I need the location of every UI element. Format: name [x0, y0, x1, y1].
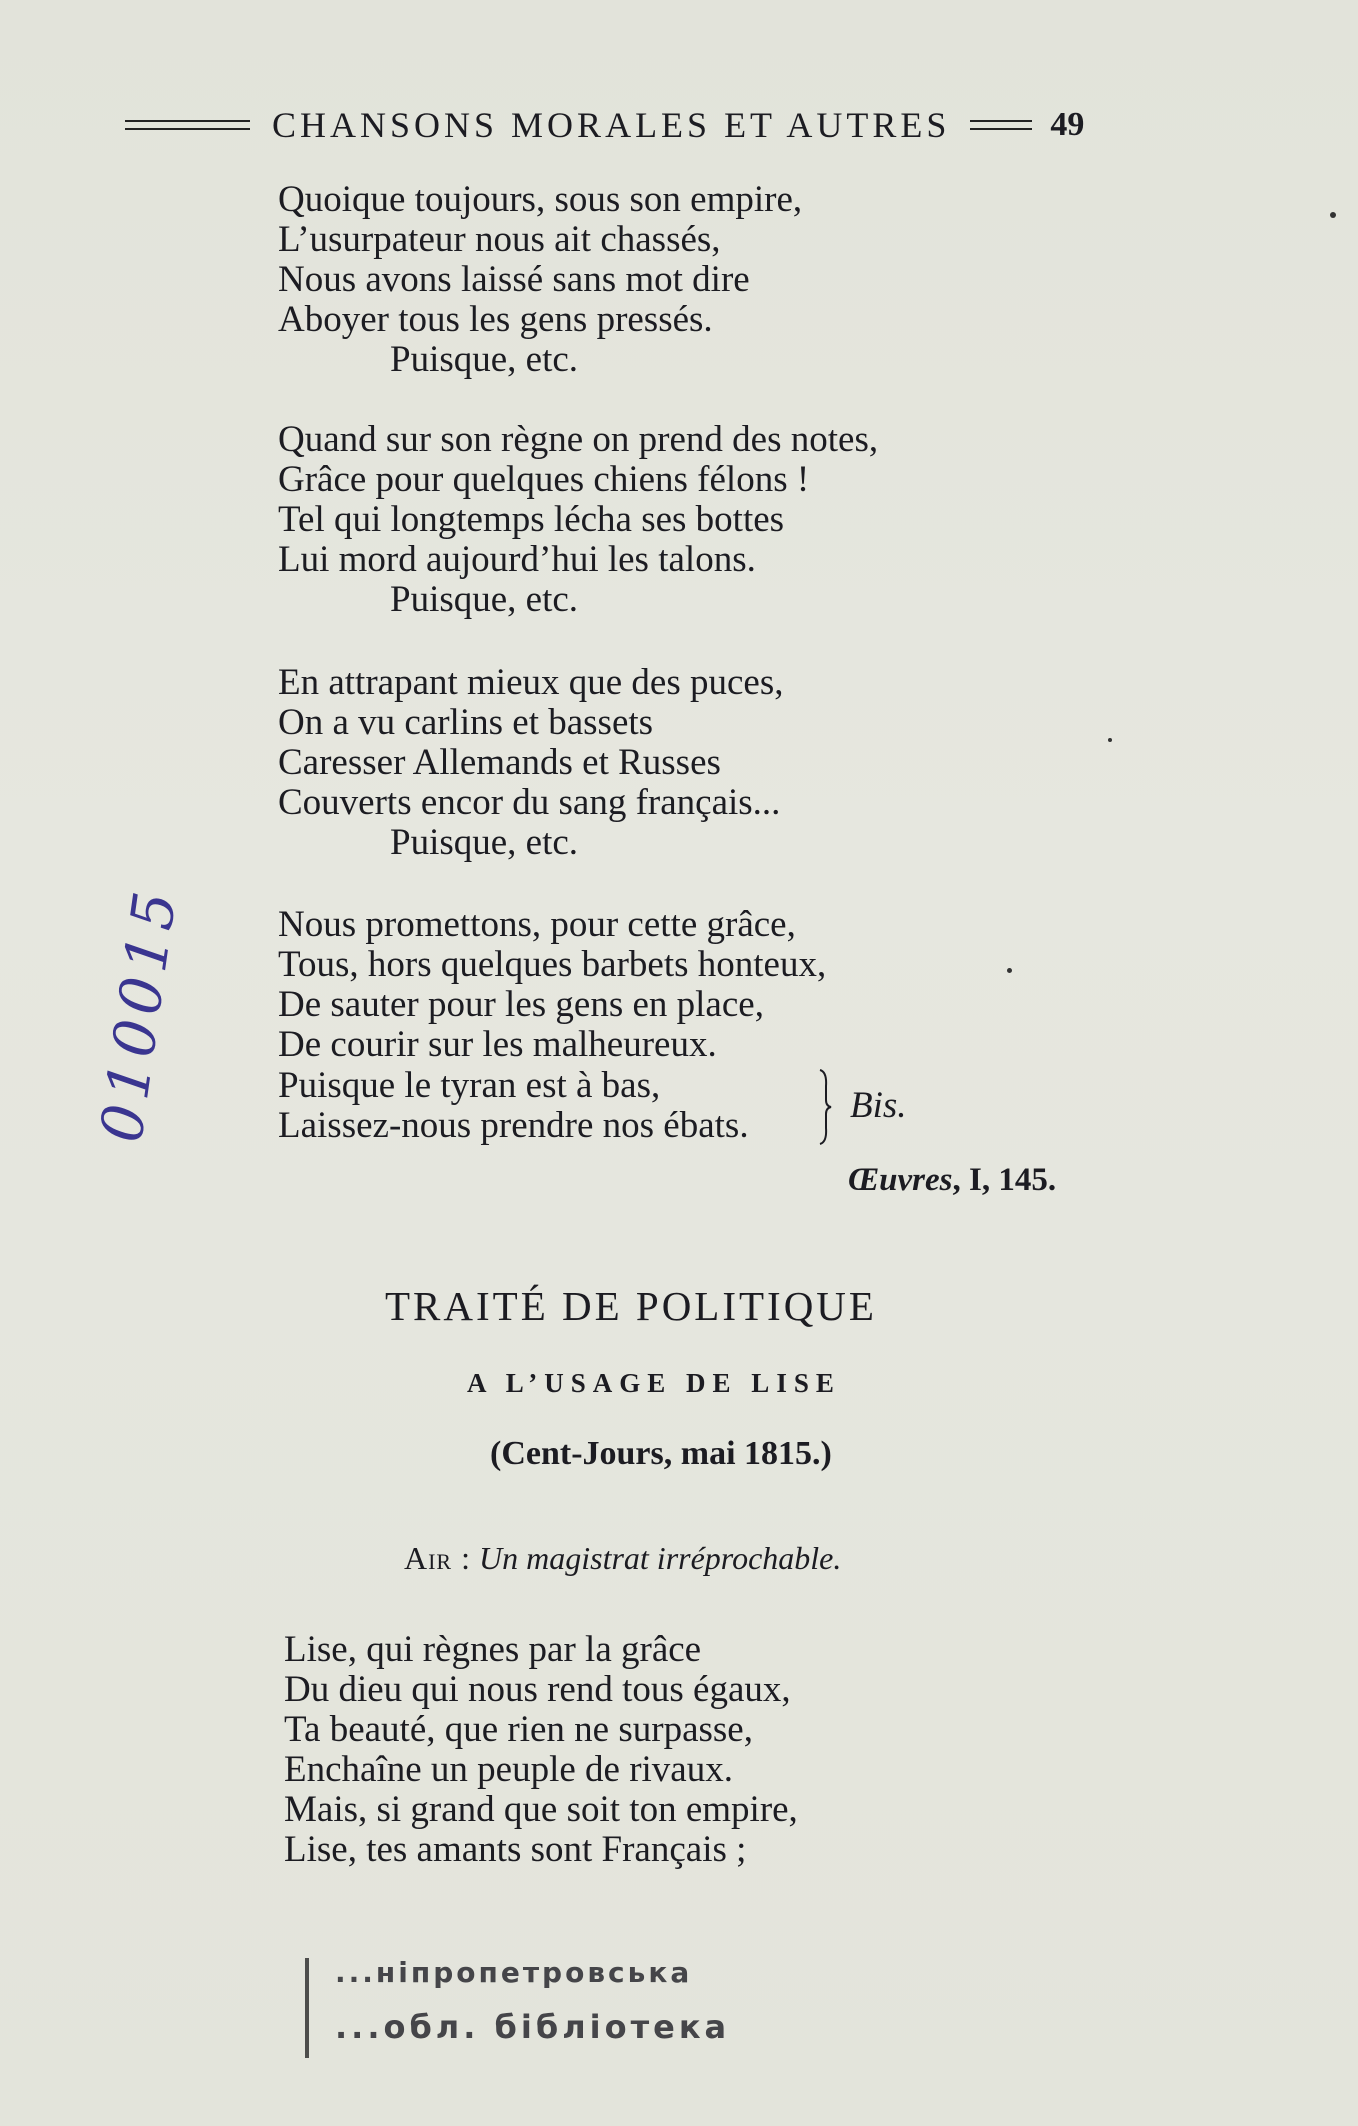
poem-title: TRAITÉ DE POLITIQUE [385, 1283, 877, 1329]
speck [1007, 968, 1012, 973]
handwritten-inventory-number [70, 870, 191, 1170]
library-stamp [305, 1950, 775, 2065]
running-head [125, 100, 1195, 150]
verse-line: Quoique toujours, sous son empire, [278, 179, 803, 220]
verse-line: Du dieu qui nous rend tous égaux, [284, 1669, 791, 1710]
poem-date: (Cent-Jours, mai 1815.) [490, 1435, 832, 1472]
verse-line: Ta beauté, que rien ne surpasse, [284, 1709, 753, 1750]
source-reference [848, 1162, 1056, 1199]
refrain-line: Puisque, etc. [390, 822, 579, 863]
verse-line: Nous promettons, pour cette grâce, [278, 904, 796, 945]
verse-line: De sauter pour les gens en place, [278, 984, 764, 1025]
speck [1330, 212, 1336, 218]
bis-label: Bis. [850, 1085, 907, 1126]
refrain-line: Puisque, etc. [390, 579, 579, 620]
air-title: Un magistrat irréprochable. [479, 1540, 842, 1576]
stanza-1 [278, 180, 802, 380]
verse-line: Grâce pour quelques chiens félons ! [278, 459, 810, 500]
stanza-3 [278, 663, 784, 863]
refrain-line: Puisque, etc. [390, 339, 579, 380]
page-number: 49 [1050, 106, 1085, 143]
verse-line: Nous avons laissé sans mot dire [278, 259, 750, 300]
verse-line: Mais, si grand que soit ton empire, [284, 1789, 798, 1830]
source-work: Œuvres [848, 1162, 953, 1198]
verse-line: En attrapant mieux que des puces, [278, 662, 784, 703]
source-ref: , I, 145. [952, 1162, 1057, 1198]
head-rule-left [125, 120, 250, 130]
running-head-title: CHANSONS MORALES ET AUTRES [272, 105, 951, 145]
brace-icon [818, 1068, 832, 1146]
verse-line: On a vu carlins et bassets [278, 702, 654, 743]
stamp-border [305, 1958, 309, 2058]
verse-line: Tous, hors quelques barbets honteux, [278, 944, 827, 985]
verse-line: Quand sur son règne on prend des notes, [278, 419, 879, 460]
air-label: Air : [404, 1540, 471, 1576]
bis-line: Puisque le tyran est à bas, [278, 1065, 661, 1106]
verse-line: Aboyer tous les gens pressés. [278, 299, 713, 340]
bis-group [278, 1065, 907, 1146]
verse-line: Tel qui longtemps lécha ses bottes [278, 499, 785, 540]
verse-line: Lise, qui règnes par la grâce [284, 1629, 702, 1670]
speck [1108, 738, 1112, 742]
head-rule-right [970, 120, 1032, 130]
stanza-4 [278, 905, 826, 1065]
verse-line: Lui mord aujourd’hui les talons. [278, 539, 756, 580]
stanza-2 [278, 420, 878, 620]
poem-subtitle: A L’USAGE DE LISE [467, 1368, 841, 1398]
verse-line: Lise, tes amants sont Français ; [284, 1829, 747, 1870]
verse-line: Caresser Allemands et Russes [278, 742, 721, 783]
bis-line: Laissez-nous prendre nos ébats. [278, 1105, 749, 1146]
verse-line: Couverts encor du sang français... [278, 782, 781, 823]
verse-line: Enchaîne un peuple de rivaux. [284, 1749, 733, 1790]
stamp-line-2: ...обл. бібліотека [335, 2008, 731, 2046]
air-line [404, 1540, 841, 1577]
stanza-5 [284, 1630, 798, 1870]
verse-line: De courir sur les malheureux. [278, 1024, 717, 1065]
stamp-line-1: ...ніпропетровська [335, 1956, 693, 1989]
verse-line: L’usurpateur nous ait chassés, [278, 219, 721, 260]
inventory-number: 010015 [87, 881, 191, 1147]
